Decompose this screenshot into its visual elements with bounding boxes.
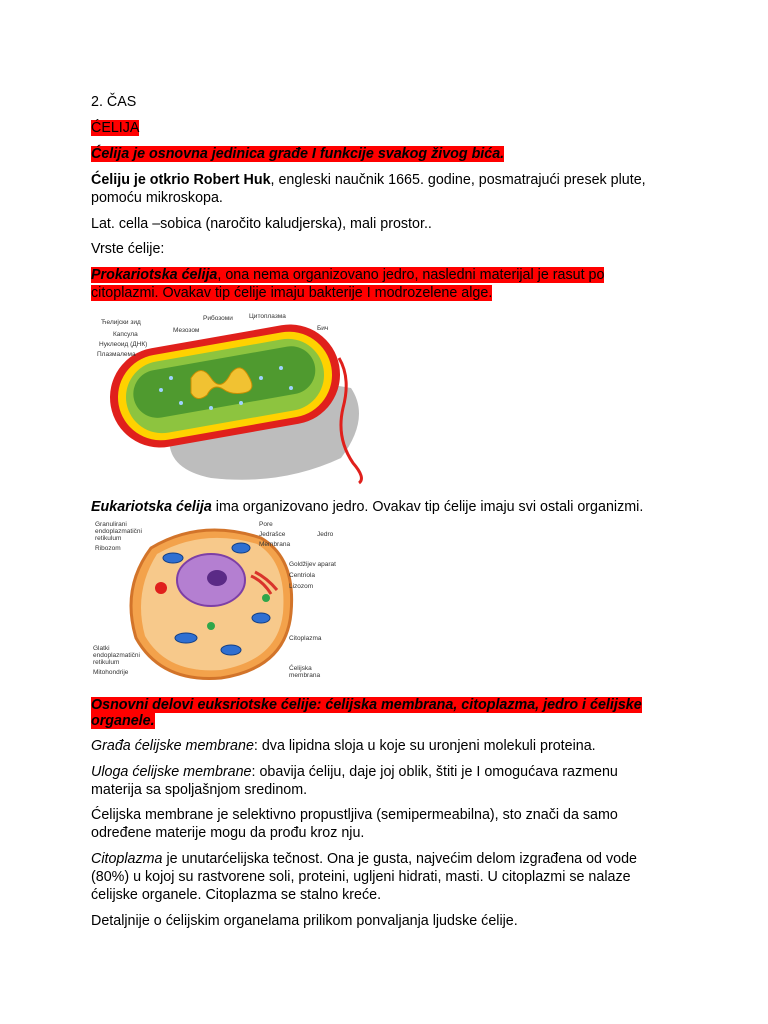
cytoplasm-line-3: ćelijske organele. Citoplazma se stalno kreće. bbox=[91, 887, 382, 903]
eukaryotic-cell-diagram bbox=[91, 518, 341, 684]
label-ribosome: Ribozom bbox=[95, 545, 121, 552]
label-cell-membrane-2: membrana bbox=[289, 672, 321, 679]
label-capsule: Капсула bbox=[113, 331, 138, 338]
cytoplasm-desc-1: je unutarćelijska tečnost. Ona je gusta, najvećim delom izgrađena od vode bbox=[162, 851, 637, 867]
label-cell-wall: Ћелијски зид bbox=[101, 319, 141, 326]
label-smooth-er-2: endoplazmatični bbox=[93, 652, 140, 659]
label-mesosome: Мезозом bbox=[173, 327, 200, 334]
cell-heading-line bbox=[91, 119, 139, 137]
cell-definition: Ćelija je osnovna jedinica građe I funkcije svakog živog bića. bbox=[91, 146, 505, 162]
selective-line-2: određene materije mogu da prođu kroz nju. bbox=[91, 825, 365, 841]
parts-text-1: Osnovni delovi euksriotske ćelije: ćelijska membrana, citoplazma, jedro i ćelijske bbox=[91, 697, 642, 713]
label-rough-er-1: Granulirani bbox=[95, 521, 127, 528]
cytoplasm-line-1 bbox=[91, 850, 637, 868]
label-rough-er-3: retikulum bbox=[95, 535, 122, 542]
prokaryote-term: Prokariotska ćelija bbox=[91, 267, 218, 283]
label-plasmalemma: Плазмалема bbox=[97, 351, 136, 358]
membrane-structure-term: Građa ćelijske membrane bbox=[91, 738, 254, 754]
label-golgi: Goldžijev aparat bbox=[289, 561, 336, 568]
discovery-line-2: pomoću mikroskopa. bbox=[91, 190, 223, 206]
prokaryote-line-2 bbox=[91, 284, 492, 302]
parts-line-1 bbox=[91, 696, 642, 714]
parts-text-2: organele. bbox=[91, 713, 155, 729]
selective-line-1: Ćelijska membrane je selektivno propustljiva (semipermeabilna), sto znači da samo bbox=[91, 807, 618, 823]
membrane-role-line-2: materija sa spoljašnjom sredinom. bbox=[91, 782, 308, 798]
parts-line-2 bbox=[91, 712, 155, 730]
discovery-bold: Ćeliju je otkrio Robert Huk bbox=[91, 172, 271, 188]
membrane-role-term: Uloga ćelijske membrane bbox=[91, 764, 252, 780]
label-cytoplasm-euk: Citoplazma bbox=[289, 635, 322, 642]
cell-types-label: Vrste ćelije: bbox=[91, 241, 165, 257]
latin-origin: Lat. cella –sobica (naročito kaludjerska), mali prostor.. bbox=[91, 216, 432, 232]
eukaryote-term: Eukariotska ćelija bbox=[91, 499, 212, 515]
lesson-number: 2. ČAS bbox=[91, 94, 137, 110]
discovery-rest: , engleski naučnik 1665. godine, posmatrajući presek plute, bbox=[270, 172, 646, 188]
label-rough-er-2: endoplazmatični bbox=[95, 528, 142, 535]
label-mitochondria: Mitohondrije bbox=[93, 669, 129, 676]
cell-heading: ĆELIJA bbox=[91, 120, 140, 136]
cytoplasm-line-2: (80%) u kojoj su rastvorene soli, proteini, ugljeni hidrati, masti. U citoplazmi se nalaze bbox=[91, 869, 631, 885]
label-cell-membrane-1: Ćelijska bbox=[289, 665, 312, 672]
definition-line bbox=[91, 145, 504, 163]
details-note: Detaljnije o ćelijskim organelama prilikom ponvaljanja ljudske ćelije. bbox=[91, 913, 518, 929]
prokaryote-desc-2: citoplazmi. Ovakav tip ćelije imaju bakterije I modrozelene alge. bbox=[91, 285, 493, 301]
label-ribosomes: Рибозоми bbox=[203, 315, 233, 322]
label-smooth-er-1: Glatki bbox=[93, 645, 110, 652]
eukaryote-desc: ima organizovano jedro. Ovakav tip ćelije imaju svi ostali organizmi. bbox=[211, 499, 644, 515]
label-centriole: Centriola bbox=[289, 572, 316, 579]
prokaryotic-cell-diagram bbox=[91, 308, 381, 486]
label-nucleoid: Нуклеоид (ДНК) bbox=[99, 341, 148, 348]
cytoplasm-term: Citoplazma bbox=[91, 851, 163, 867]
label-smooth-er-3: retikulum bbox=[93, 659, 120, 666]
eukaryote-line bbox=[91, 498, 643, 516]
prokaryote-line-1 bbox=[91, 266, 604, 284]
label-nucleolus: Jedrašce bbox=[259, 531, 286, 538]
label-membrane: Membrana bbox=[259, 541, 291, 548]
discovery-line-1 bbox=[91, 171, 646, 189]
label-flagellum: Бич bbox=[317, 325, 329, 332]
label-cytoplasm: Цитоплазма bbox=[249, 313, 286, 320]
membrane-structure-line bbox=[91, 737, 596, 755]
membrane-structure-desc: : dva lipidna sloja u koje su uronjeni molekuli proteina. bbox=[253, 738, 596, 754]
membrane-role-line-1 bbox=[91, 763, 618, 781]
label-pores: Pore bbox=[259, 521, 273, 528]
prokaryote-desc-1: , ona nema organizovano jedro, nasledni materijal je rasut po bbox=[217, 267, 605, 283]
label-lysosome: Lizozom bbox=[289, 583, 314, 590]
membrane-role-desc-1: : obavija ćeliju, daje joj oblik, štiti je I omogućava razmenu bbox=[251, 764, 618, 780]
label-nucleus: Jedro bbox=[317, 531, 334, 538]
